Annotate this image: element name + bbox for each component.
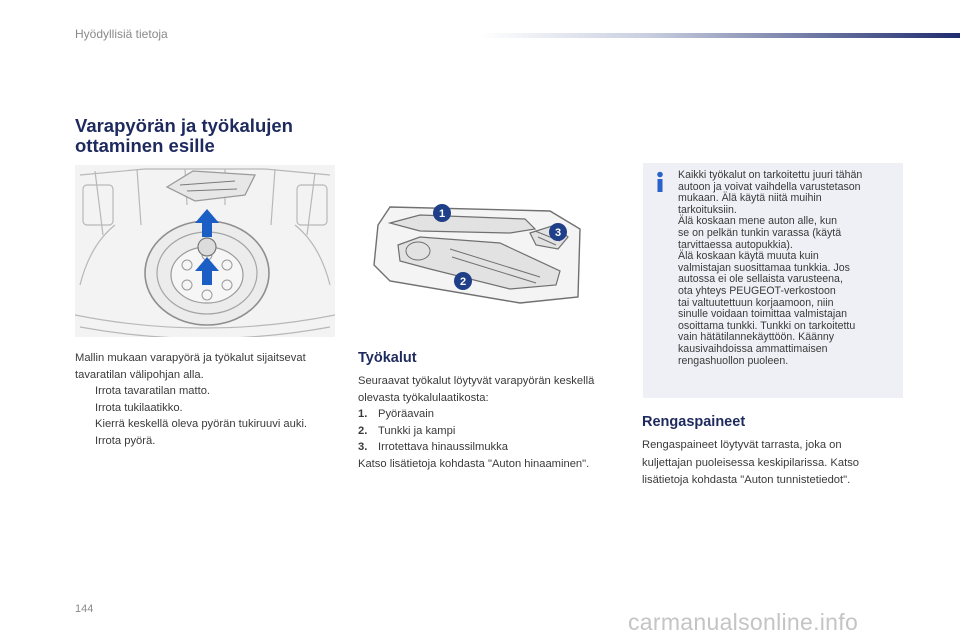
step-text: Irrota tavaratilan matto.	[95, 385, 211, 397]
header-gradient-bar	[480, 33, 960, 38]
callout-1: 1	[438, 208, 446, 220]
spare-wheel-drawing	[75, 165, 335, 337]
step-marker	[75, 433, 95, 450]
tools-section	[358, 373, 628, 472]
info-line: autoon ja voivat vaihdella varustetason	[678, 180, 861, 193]
step-text: Kierrä keskellä oleva pyörän tukiruuvi auki.	[95, 418, 308, 430]
tool-item	[358, 423, 628, 440]
info-line: rengashuollon puoleen.	[678, 354, 789, 367]
step-text: Irrota tukilaatikko.	[95, 401, 183, 414]
tool-number: 3.	[358, 441, 368, 453]
tool-number: 2.	[358, 424, 368, 437]
tool-item	[358, 406, 628, 423]
info-line: se on pelkän tunkin varassa (käytä	[678, 226, 842, 239]
info-line: Kaikki työkalut on tarkoitettu juuri tähän	[678, 169, 863, 181]
step-item	[75, 383, 345, 400]
step-marker	[75, 383, 95, 400]
info-line: Älä koskaan käytä muuta kuin	[678, 250, 819, 263]
callout-2: 2	[459, 276, 467, 288]
step-text: Irrota pyörä.	[95, 434, 156, 447]
tool-label: Pyöräavain	[378, 408, 434, 420]
info-line: tai valtuutettuun korjaamoon, niin	[678, 296, 834, 309]
tool-item	[358, 439, 628, 456]
info-icon	[653, 171, 667, 193]
info-line: autossa ei ole sellaista varusteena,	[678, 273, 843, 286]
step-item	[75, 433, 345, 450]
tool-label: Tunkki ja kampi	[378, 424, 456, 437]
info-line: vain hätätilannekäyttöön. Käänny	[678, 331, 835, 344]
info-line: valmistajan suosittamaa tunkkia. Jos	[678, 261, 850, 274]
callout-3: 3	[554, 227, 562, 239]
section-title: Hyödyllisiä tietoja	[75, 27, 168, 41]
toolbox-drawing	[360, 185, 620, 310]
info-line: Älä koskaan mene auton alle, kun	[678, 215, 838, 228]
tool-label: Irrotettava hinaussilmukka	[378, 441, 508, 453]
info-line: tarvittaessa autopukkia).	[678, 238, 793, 251]
tyres-heading: Rengaspaineet	[642, 414, 746, 430]
tools-note: Katso lisätietoja kohdasta "Auton hinaaminen".	[358, 457, 590, 470]
watermark: carmanualsonline.info	[628, 609, 859, 635]
info-text	[678, 170, 898, 367]
page-number: 144	[75, 603, 94, 615]
step-item	[75, 416, 345, 433]
intro-section	[75, 350, 345, 449]
step-marker	[75, 400, 95, 417]
info-line: tarkoituksiin.	[678, 203, 737, 216]
info-line: sinulle voidaan toimittaa valmistajan	[678, 308, 847, 321]
step-marker	[75, 416, 95, 433]
tools-intro: Seuraavat työkalut löytyvät varapyörän keskellä olevasta työkalulaatikosta:	[358, 375, 595, 404]
tyres-text: Rengaspaineet löytyvät tarrasta, joka on kuljettajan puoleisessa keskipilarissa. Katso lisätietoja kohdasta "Auton tunnistetiedot".	[642, 439, 860, 486]
info-line: ota yhteys PEUGEOT-verkostoon	[678, 284, 836, 297]
tool-number: 1.	[358, 408, 368, 420]
info-line: mukaan. Älä käytä niitä muihin	[678, 192, 822, 205]
spare-wheel-illustration	[75, 165, 335, 337]
step-item	[75, 400, 345, 417]
info-line: kausivaihdoissa ammattimaisen	[678, 342, 828, 355]
info-line: osoittama tunkki. Tunkki on tarkoitettu	[678, 319, 856, 332]
page-title	[75, 116, 375, 156]
intro-text: Mallin mukaan varapyörä ja työkalut sijaitsevat tavaratilan välipohjan alla.	[75, 352, 306, 381]
page-title-line-2: ottaminen esille	[75, 135, 215, 156]
tools-heading: Työkalut	[358, 350, 417, 366]
page-title-line-1: Varapyörän ja työkalujen	[75, 115, 293, 136]
toolbox-illustration	[360, 185, 620, 310]
